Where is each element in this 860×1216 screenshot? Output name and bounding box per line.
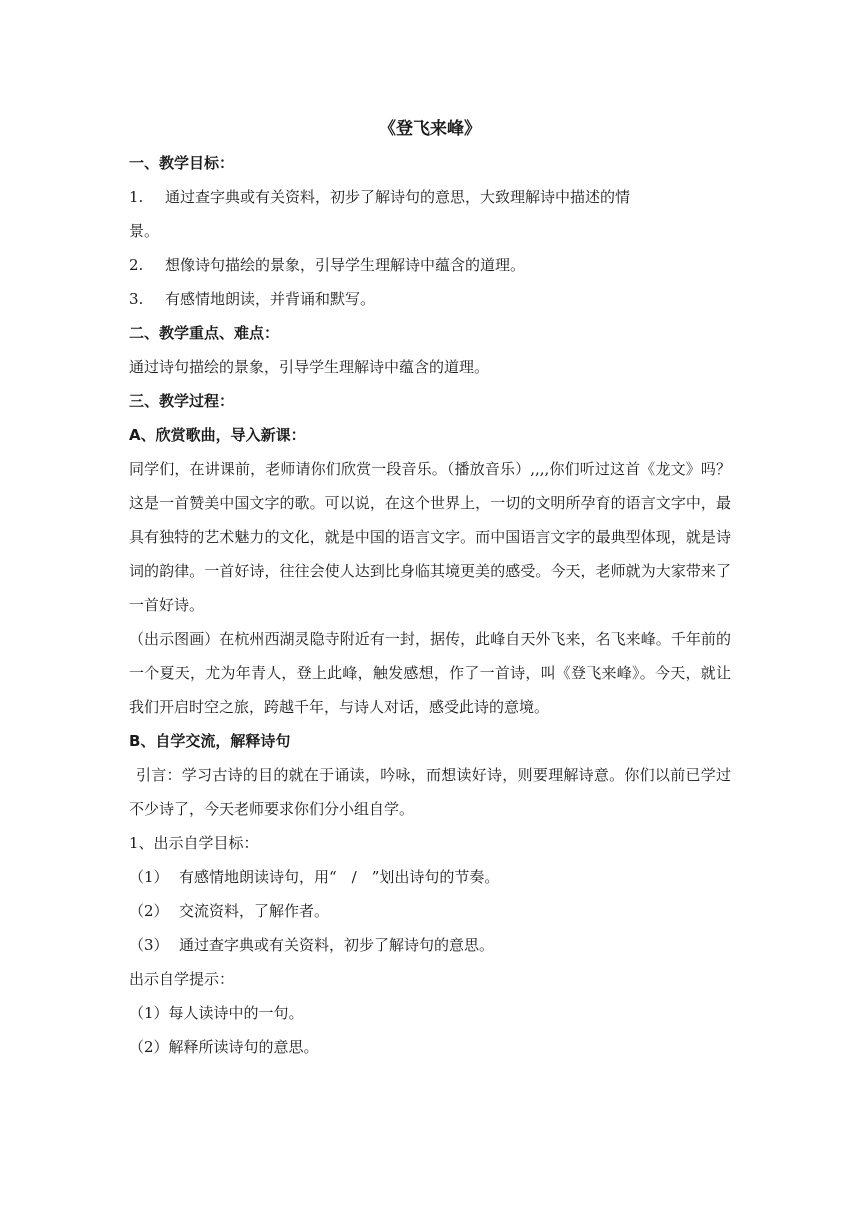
goal-number: （3） xyxy=(129,936,169,954)
section-heading-objectives: 一、教学目标： xyxy=(129,154,235,172)
self-study-tips-heading: 出示自学提示： xyxy=(129,970,235,988)
goal-text: 有感情地朗读诗句，用“ / ”划出诗句的节奏。 xyxy=(179,868,500,886)
self-study-goals-heading: 1、出示自学目标： xyxy=(129,834,259,852)
self-study-goal-1 xyxy=(129,860,731,894)
part-a-heading: A、欣赏歌曲，导入新课： xyxy=(129,426,306,444)
section-heading-process: 三、教学过程： xyxy=(129,392,235,410)
objective-number: 2. xyxy=(129,256,144,274)
goal-number: （2） xyxy=(129,902,169,920)
goal-number: （1） xyxy=(129,868,169,886)
section-heading-key-points: 二、教学重点、难点： xyxy=(129,324,280,342)
self-study-tip-2: （2）解释所读诗句的意思。 xyxy=(129,1038,319,1056)
self-study-goal-2 xyxy=(129,894,731,928)
objective-item-1-continuation: 景。 xyxy=(129,222,160,240)
objective-number: 3. xyxy=(129,290,144,308)
key-points-text: 通过诗句描绘的景象，引导学生理解诗中蕴含的道理。 xyxy=(129,358,490,376)
objective-text: 想像诗句描绘的景象，引导学生理解诗中蕴含的道理。 xyxy=(165,256,526,274)
goal-text: 通过查字典或有关资料，初步了解诗句的意思。 xyxy=(179,936,495,954)
self-study-tip-1: （1）每人读诗中的一句。 xyxy=(129,1004,304,1022)
part-b-heading: B、自学交流，解释诗句 xyxy=(129,732,291,750)
objective-item-1 xyxy=(129,180,731,214)
document-title: 《登飞来峰》 xyxy=(379,119,481,139)
objective-number: 1. xyxy=(129,188,144,206)
part-a-paragraph-1: 同学们，在讲课前，老师请你们欣赏一段音乐。（播放音乐）,,,,你们听过这首《龙文》吗？这是一首赞美中国文字的歌。可以说，在这个世界上，一切的文明所孕育的语言文字中，最具有独特的艺术魅力的文化，就是中国的语言文字。而中国语言文字的最典型体现，就是诗词的韵律。一首好诗，往往会使人达到比身临其境更美的感受。今天，老师就为大家带来了一首好诗。 xyxy=(129,460,731,614)
self-study-goal-3 xyxy=(129,928,731,962)
objective-item-2 xyxy=(129,248,731,282)
document-page xyxy=(129,112,731,1064)
goal-text: 交流资料，了解作者。 xyxy=(179,902,330,920)
part-a-paragraph-2: （出示图画）在杭州西湖灵隐寺附近有一封，据传，此峰自天外飞来，名飞来峰。千年前的一个夏天，尤为年青人，登上此峰，触发感想，作了一首诗，叫《登飞来峰》。今天，就让我们开启时空之旅，跨越千年，与诗人对话，感受此诗的意境。 xyxy=(129,630,731,716)
part-b-intro: 引言：学习古诗的目的就在于诵读，吟咏，而想读好诗，则要理解诗意。你们以前已学过不少诗了，今天老师要求你们分小组自学。 xyxy=(129,766,731,818)
objective-text: 有感情地朗读，并背诵和默写。 xyxy=(165,290,376,308)
objective-text: 通过查字典或有关资料，初步了解诗句的意思，大致理解诗中描述的情 xyxy=(165,188,631,206)
objective-item-3 xyxy=(129,282,731,316)
